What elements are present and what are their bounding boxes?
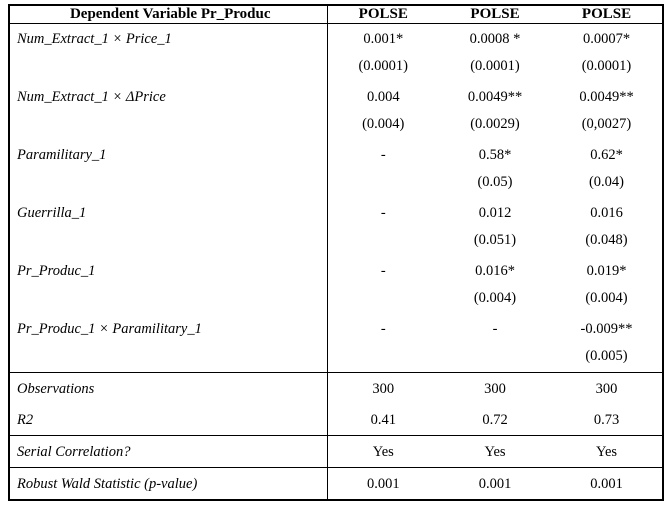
table-row <box>9 52 663 82</box>
table-row <box>9 24 663 53</box>
statistic-value: 0.41 <box>327 404 439 436</box>
std-error-value: (0.004) <box>362 115 405 132</box>
header-column-2: POLSE <box>439 5 551 24</box>
variable-label-spacer <box>9 226 327 256</box>
statistic-label: Serial Correlation? <box>9 436 327 468</box>
std-error-value <box>327 226 439 256</box>
coefficient-value: -0.009** <box>551 314 663 342</box>
coefficient-value: 0.0008 * <box>469 30 521 47</box>
table-row <box>9 110 663 140</box>
coefficient-value: 0.58* <box>478 146 512 163</box>
std-error-value: (0.04) <box>551 168 663 198</box>
std-error-value <box>327 284 439 314</box>
table-row <box>9 168 663 198</box>
coefficient-value: 0.016 <box>551 198 663 226</box>
coefficient-value: 0.004 <box>366 88 400 105</box>
statistic-value: 0.73 <box>551 404 663 436</box>
statistic-value: 0.001 <box>439 468 551 501</box>
regression-results-table <box>8 4 664 501</box>
table-row <box>9 284 663 314</box>
std-error-value: (0.0001) <box>551 52 663 82</box>
std-error-value <box>439 342 551 373</box>
std-error-value: (0.005) <box>551 342 663 373</box>
statistic-label: Observations <box>9 373 327 405</box>
std-error-value: (0.0001) <box>470 57 520 74</box>
table-row <box>9 82 663 110</box>
variable-label: Pr_Produc_1 × Paramilitary_1 <box>9 314 327 342</box>
coefficient-value: - <box>380 146 386 163</box>
statistic-value: 0.001 <box>551 468 663 501</box>
coefficient-value: 0.0049** <box>467 88 523 105</box>
std-error-value: (0.048) <box>551 226 663 256</box>
variable-label: Pr_Produc_1 <box>9 256 327 284</box>
table-row <box>9 373 663 405</box>
statistic-value: 300 <box>551 373 663 405</box>
table-row <box>9 140 663 168</box>
coefficient-value: 0.0049** <box>551 82 663 110</box>
table-row <box>9 314 663 342</box>
coefficient-value: 0.62* <box>551 140 663 168</box>
coefficient-value: - <box>380 204 386 221</box>
variable-label-spacer <box>9 284 327 314</box>
table-row <box>9 404 663 436</box>
std-error-value: (0.0029) <box>470 115 520 132</box>
table-header-row <box>9 5 663 24</box>
std-error-value: (0.004) <box>551 284 663 314</box>
header-column-1: POLSE <box>327 5 439 24</box>
coefficient-value: 0.016* <box>475 262 515 279</box>
variable-label-spacer <box>9 52 327 82</box>
variable-label-spacer <box>9 110 327 140</box>
table-row <box>9 198 663 226</box>
variable-label: Guerrilla_1 <box>9 198 327 226</box>
variable-label: Num_Extract_1 × ΔPrice <box>9 82 327 110</box>
std-error-value: (0.05) <box>477 173 513 190</box>
std-error-value: (0,0027) <box>551 110 663 140</box>
header-column-3: POLSE <box>551 5 663 24</box>
coefficient-value: 0.0007* <box>551 24 663 53</box>
variable-label-spacer <box>9 342 327 373</box>
variable-label-spacer <box>9 168 327 198</box>
std-error-value <box>327 168 439 198</box>
coefficient-value: - <box>492 320 498 337</box>
table-row <box>9 226 663 256</box>
std-error-value: (0.0001) <box>358 57 409 74</box>
table-row <box>9 436 663 468</box>
table-row <box>9 256 663 284</box>
statistic-value: 300 <box>439 373 551 405</box>
statistic-label: R2 <box>9 404 327 436</box>
coefficient-value: 0.001* <box>363 30 404 47</box>
statistic-value: 300 <box>327 373 439 405</box>
statistic-value: 0.72 <box>439 404 551 436</box>
coefficient-value: - <box>380 320 386 337</box>
statistic-value: Yes <box>327 436 439 468</box>
std-error-value: (0.004) <box>473 289 517 306</box>
header-dependent-variable: Dependent Variable Pr_Produc <box>9 5 327 24</box>
coefficient-value: 0.019* <box>551 256 663 284</box>
coefficient-value: 0.012 <box>478 204 512 221</box>
std-error-value: (0.051) <box>473 231 517 248</box>
statistic-value: Yes <box>439 436 551 468</box>
variable-label: Num_Extract_1 × Price_1 <box>9 24 327 53</box>
coefficient-value: - <box>380 262 386 279</box>
variable-label: Paramilitary_1 <box>9 140 327 168</box>
table-row <box>9 468 663 501</box>
statistic-value: 0.001 <box>327 468 439 501</box>
statistic-value: Yes <box>551 436 663 468</box>
table-row <box>9 342 663 373</box>
std-error-value <box>327 342 439 373</box>
statistic-label: Robust Wald Statistic (p-value) <box>9 468 327 501</box>
